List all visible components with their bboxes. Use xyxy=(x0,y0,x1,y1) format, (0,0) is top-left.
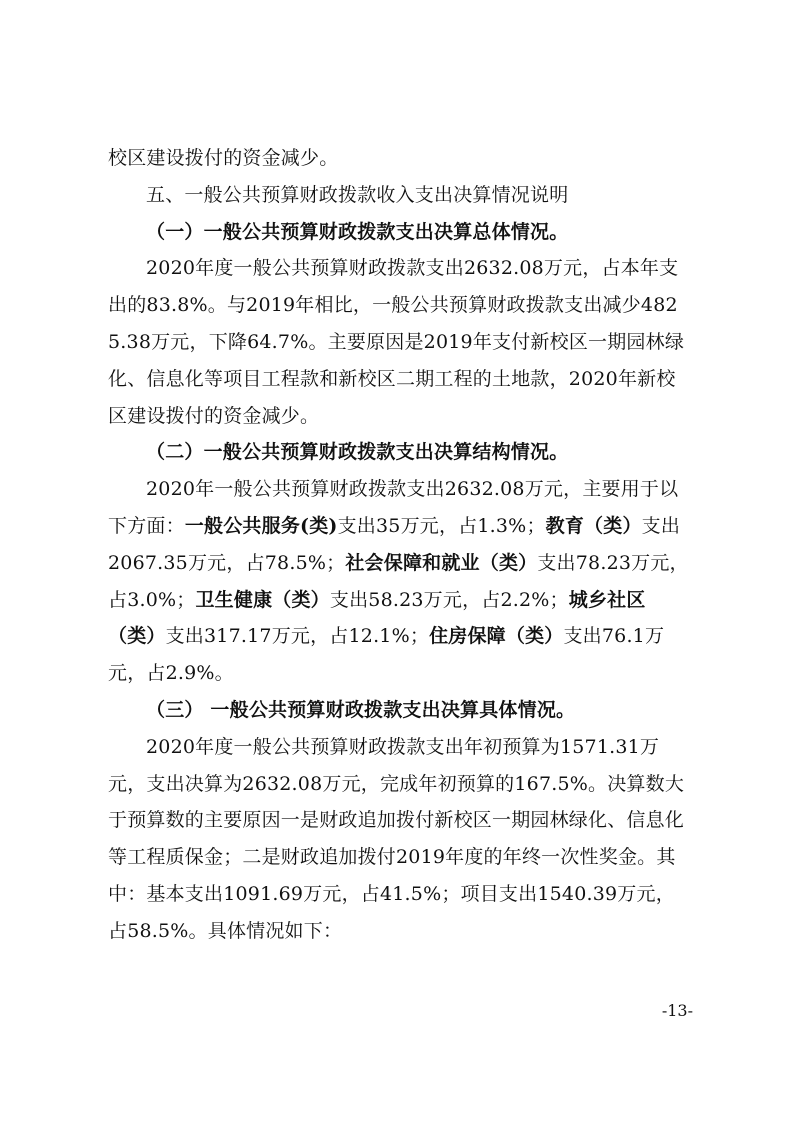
amount-social-security: 支出78.23万元，占3.0%； xyxy=(108,551,689,611)
amount-housing: 支出76.1万元，占2.9%。 xyxy=(108,625,665,685)
body-text xyxy=(108,140,690,950)
category-urban-rural: 城乡社区（类） xyxy=(108,588,646,648)
amount-education: 支出2067.35万元，占78.5%； xyxy=(108,514,681,574)
paragraph-overall: 2020年度一般公共预算财政拨款支出2632.08万元，占本年支出的83.8%。与2019年相比，一般公共预算财政拨款支出减少4825.38万元，下降64.7%。主要原因是2019年支付新校区一期园林绿化、信息化等项目工程款和新校区二期工程的土地款，2020年新校区建设拨付的资金减少。 xyxy=(108,257,685,427)
structure-intro: 2020年一般公共预算财政拨款支出2632.08万元，主要用于以下方面： xyxy=(108,478,679,537)
paragraph-details: 2020年度一般公共预算财政拨款支出年初预算为1571.31万元，支出决算为2632.08万元，完成年初预算的167.5%。决算数大于预算数的主要原因一是财政追加拨付新校区一期园林绿化、信息化等工程质保金；二是财政追加拨付2019年度的年终一次性奖金。其中：基本支出1091.69万元，占41.5%；项目支出1540.39万元，占58.5%。具体情况如下： xyxy=(108,735,685,942)
category-education: 教育（类） xyxy=(545,514,642,537)
page-number: -13- xyxy=(661,1001,693,1020)
paragraph-structure xyxy=(108,471,690,692)
category-housing: 住房保障（类） xyxy=(429,625,564,648)
category-health: 卫生健康（类） xyxy=(195,588,330,611)
subsection-heading-2: （二）一般公共预算财政拨款支出决算结构情况。 xyxy=(146,441,569,464)
paragraph-continuation: 校区建设拨付的资金减少。 xyxy=(108,147,339,169)
section-heading: 五、一般公共预算财政拨款收入支出决算情况说明 xyxy=(146,183,569,206)
category-general-public-services: 一般公共服务(类) xyxy=(184,514,338,537)
amount-health: 支出58.23万元，占2.2%； xyxy=(329,588,569,611)
amount-urban-rural: 支出317.17万元，占12.1%； xyxy=(165,625,430,648)
category-social-security: 社会保障和就业（类） xyxy=(345,551,538,574)
amount-general-public-services: 支出35万元，占1.3%； xyxy=(337,514,546,537)
subsection-heading-3: （三） 一般公共预算财政拨款支出决算具体情况。 xyxy=(146,698,576,721)
subsection-heading-1: （一）一般公共预算财政拨款支出决算总体情况。 xyxy=(146,220,569,243)
